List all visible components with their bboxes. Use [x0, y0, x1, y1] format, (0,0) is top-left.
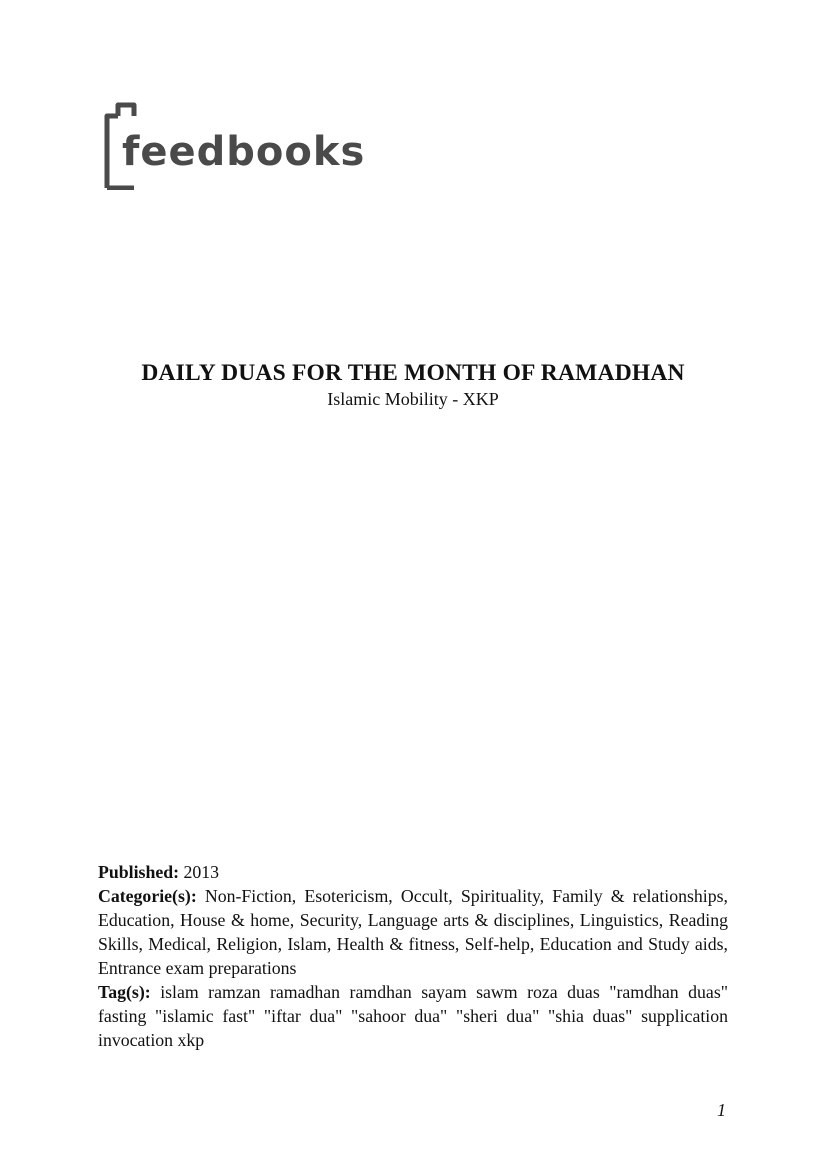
logo-wordmark: feedbooks	[122, 129, 366, 175]
book-author: Islamic Mobility - XKP	[327, 389, 499, 409]
categories-value: Non-Fiction, Esotericism, Occult, Spirituality, Family & relationships, Education, House & home, Security, Language arts & disciplines, Linguistics, Reading Skills, Medical, Religion, Islam, Health & fitness, Self-help, Education and Study aids, Entrance exam preparations	[98, 886, 728, 978]
tags-value: islam ramzan ramadhan ramdhan sayam sawm roza duas "ramdhan duas" fasting "islamic fast" "iftar dua" "sahoor dua" "sheri dua" "shia duas" supplication invocation xkp	[98, 982, 729, 1050]
categories-label: Categorie(s):	[98, 886, 197, 906]
published-label: Published:	[98, 862, 180, 882]
book-metadata	[98, 860, 728, 1052]
title-block	[0, 358, 826, 410]
tags-label: Tag(s):	[98, 982, 151, 1002]
tags-line	[98, 980, 728, 1052]
published-value: 2013	[183, 862, 220, 882]
book-title: DAILY DUAS FOR THE MONTH OF RAMADHAN	[141, 360, 685, 386]
categories-line	[98, 884, 728, 980]
published-line	[98, 860, 728, 884]
feedbooks-logo	[104, 102, 366, 190]
page-number: 1	[717, 1100, 726, 1120]
